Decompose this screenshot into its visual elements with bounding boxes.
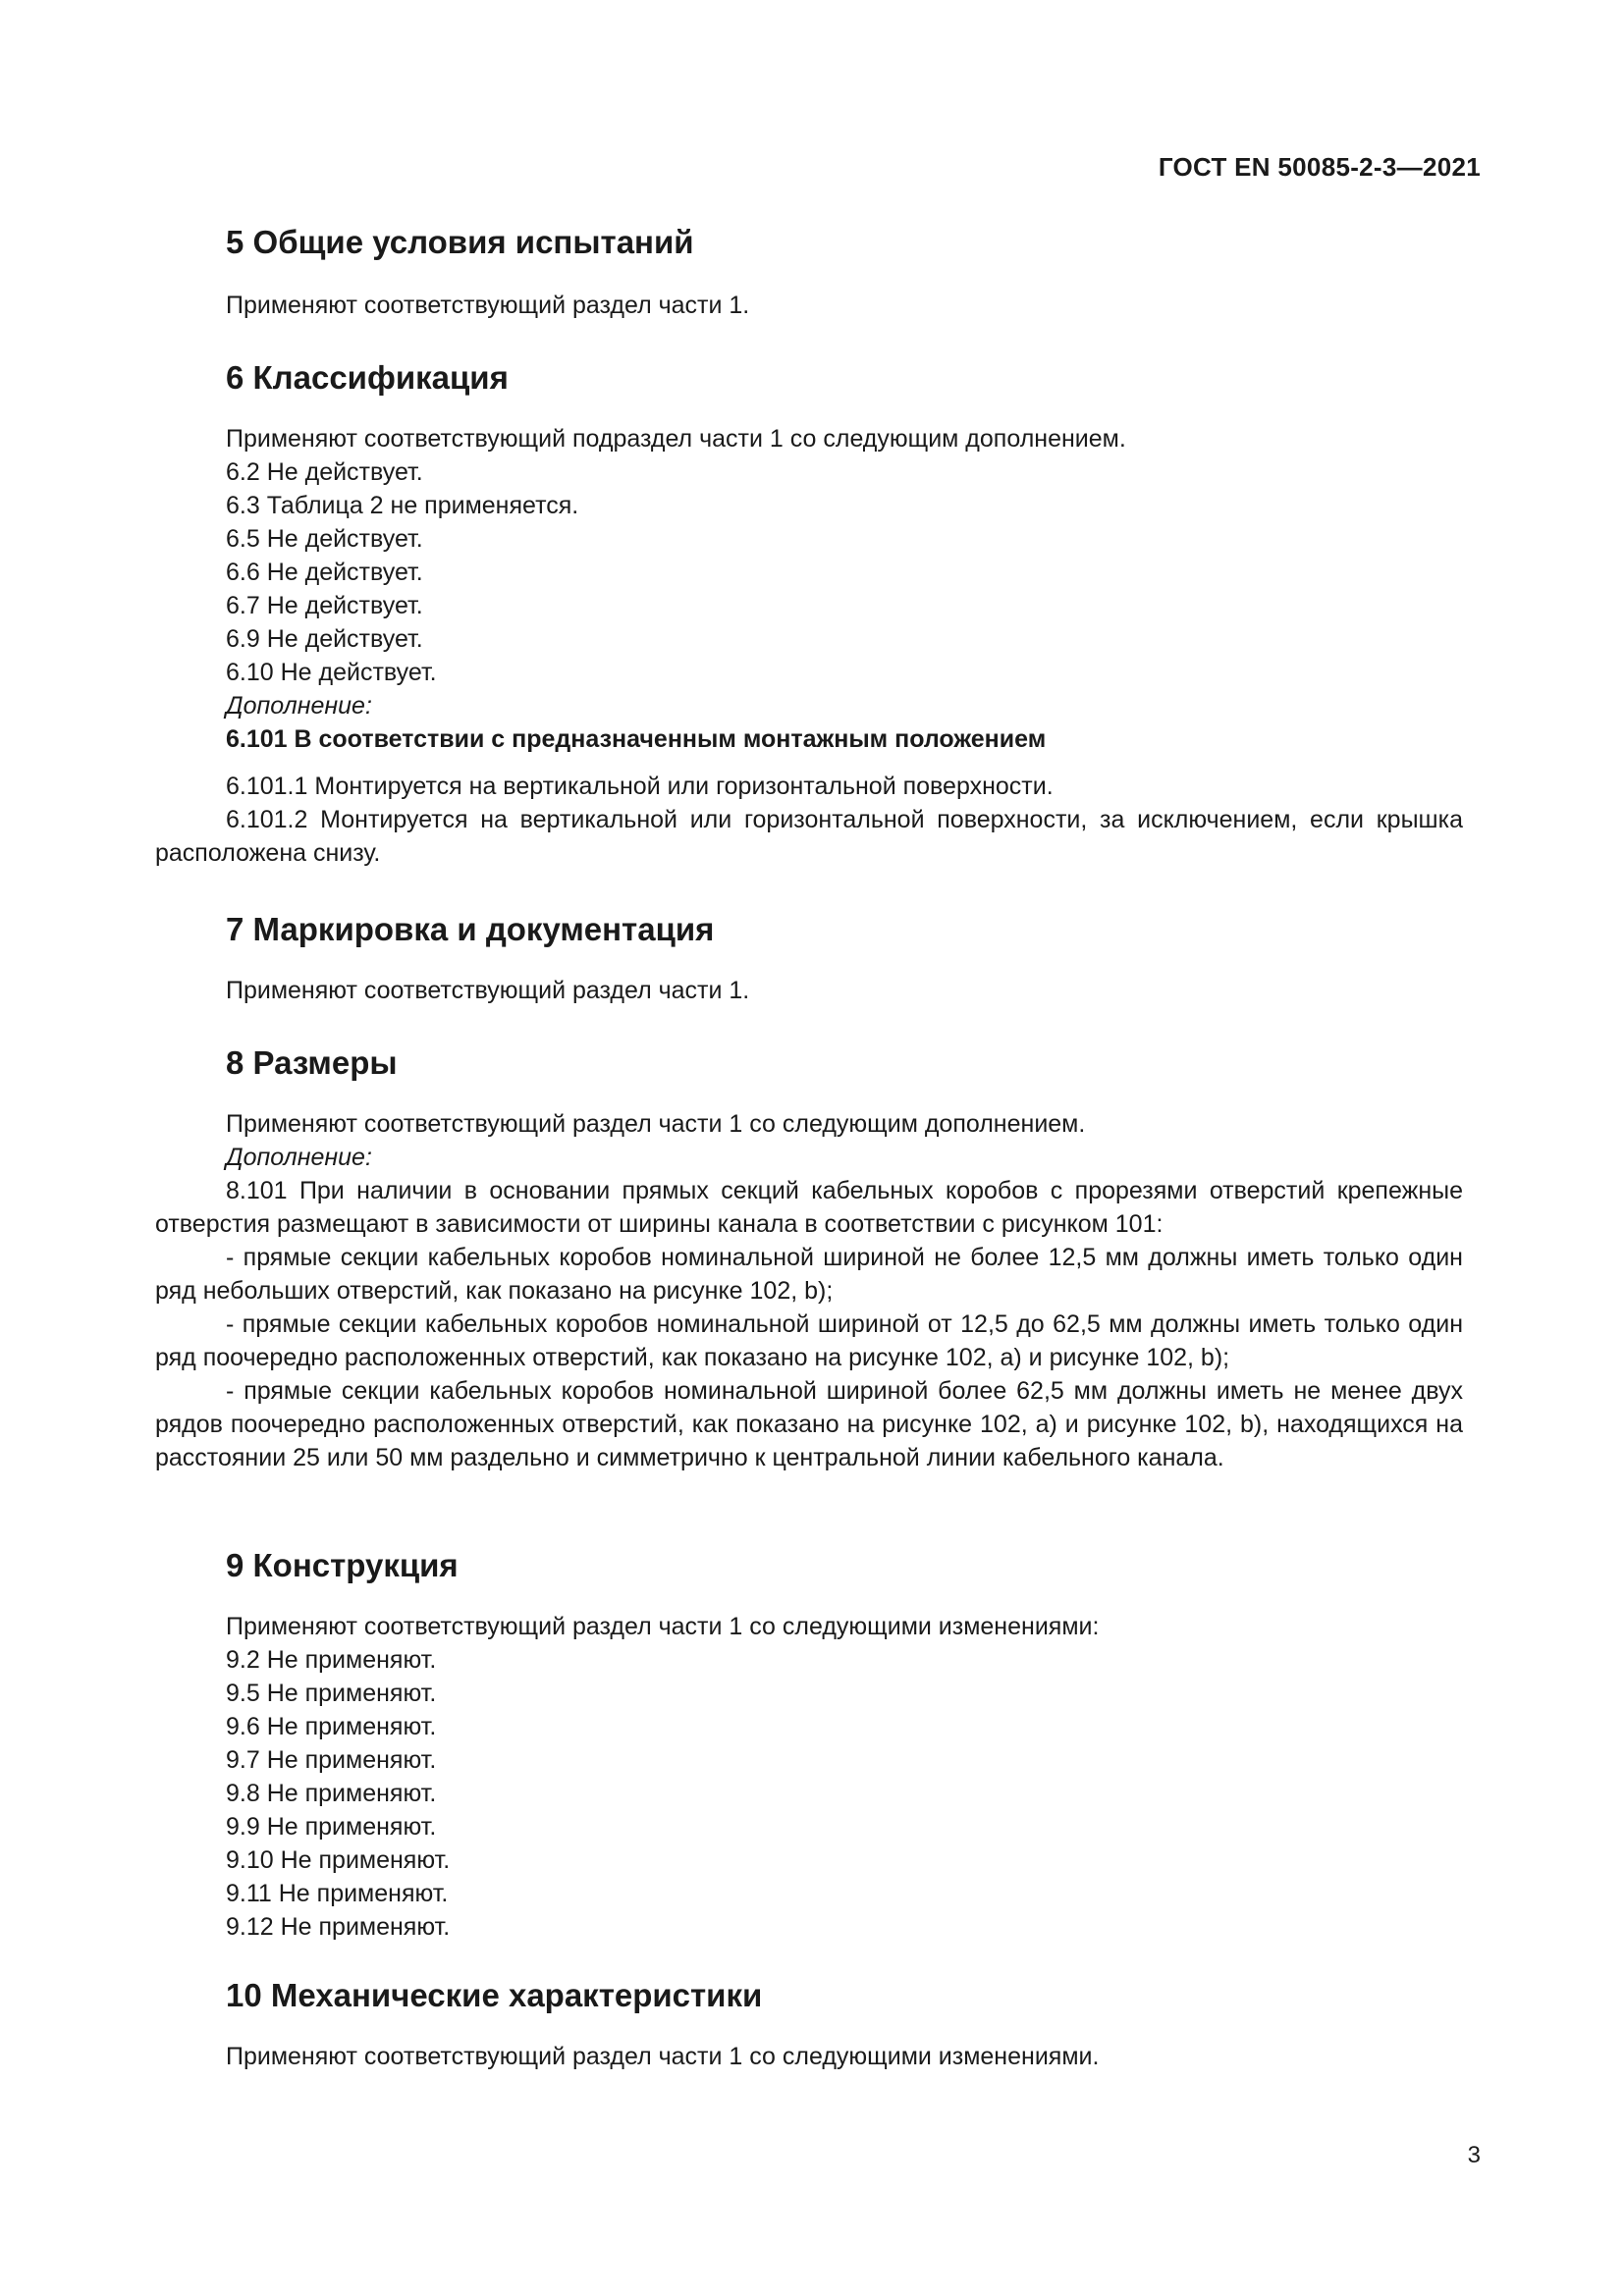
- page-number: 3: [1467, 2142, 1481, 2168]
- section-9-title: 9 Конструкция: [226, 1547, 459, 1583]
- bullet-2-text: - прямые секции кабельных коробов номинальной шириной от 12,5 до 62,5 мм должны иметь только один ряд поочередно расположенных отверстий, как показано на рисунке 102, а) и рисунке 102, b);: [155, 1310, 1463, 1371]
- section-7-title: 7 Маркировка и документация: [226, 911, 715, 947]
- document-header: ГОСТ EN 50085-2-3—2021: [1158, 152, 1481, 182]
- section-6-item: 6.6 Не действует.: [226, 559, 423, 586]
- section-6-item: 6.5 Не действует.: [226, 525, 423, 553]
- section-9-item: 9.6 Не применяют.: [226, 1713, 437, 1740]
- section-6-title: 6 Классификация: [226, 359, 509, 396]
- section-9-item: 9.12 Не применяют.: [226, 1913, 451, 1941]
- section-9-item: 9.5 Не применяют.: [226, 1680, 437, 1707]
- paragraph-8-101: [155, 1174, 1463, 1241]
- section-10-text: Применяют соответствующий раздел части 1 со следующими изменениями.: [226, 2043, 1100, 2070]
- section-9-item: 9.9 Не применяют.: [226, 1813, 437, 1841]
- section-9-item: 9.11 Не применяют.: [226, 1880, 449, 1907]
- section-6-item: 6.10 Не действует.: [226, 659, 437, 686]
- section-6-intro: Применяют соответствующий подраздел части 1 со следующим дополнением.: [226, 425, 1126, 453]
- section-6-item: 6.3 Таблица 2 не применяется.: [226, 492, 579, 519]
- paragraph-6-101-2: [155, 803, 1463, 870]
- section-9-item: 9.7 Не применяют.: [226, 1746, 437, 1774]
- paragraph-6-101-1: 6.101.1 Монтируется на вертикальной или горизонтальной поверхности.: [226, 773, 1054, 800]
- section-9-item: 9.8 Не применяют.: [226, 1780, 437, 1807]
- section-5-title: 5 Общие условия испытаний: [226, 224, 694, 260]
- section-6-addition-label: Дополнение:: [226, 692, 372, 720]
- section-9-item: 9.10 Не применяют.: [226, 1846, 451, 1874]
- bullet-2: [155, 1308, 1463, 1374]
- bullet-3: [155, 1374, 1463, 1474]
- section-5-text: Применяют соответствующий раздел части 1.: [226, 292, 750, 319]
- section-6-item: 6.7 Не действует.: [226, 592, 423, 619]
- section-8-title: 8 Размеры: [226, 1044, 398, 1081]
- bullet-3-text: - прямые секции кабельных коробов номинальной шириной более 62,5 мм должны иметь не менее двух рядов поочередно расположенных отверстий, как показано на рисунке 102, а) и рисунке 102, b), находящихся на расстоянии 25 или 50 мм раздельно и симметрично к центральной линии кабельного канала.: [155, 1377, 1463, 1471]
- section-9-intro: Применяют соответствующий раздел части 1 со следующими изменениями:: [226, 1613, 1100, 1640]
- section-8-intro: Применяют соответствующий раздел части 1 со следующим дополнением.: [226, 1110, 1086, 1138]
- section-7-text: Применяют соответствующий раздел части 1.: [226, 977, 750, 1004]
- paragraph-6-101-2-text: 6.101.2 Монтируется на вертикальной или горизонтальной поверхности, за исключением, если крышка расположена снизу.: [155, 806, 1463, 867]
- section-8-addition-label: Дополнение:: [226, 1144, 372, 1171]
- section-9-item: 9.2 Не применяют.: [226, 1646, 437, 1674]
- bullet-1: [155, 1241, 1463, 1308]
- section-6-item: 6.9 Не действует.: [226, 625, 423, 653]
- subsection-6-101-title: 6.101 В соответствии с предназначенным монтажным положением: [226, 725, 1047, 753]
- section-10-title: 10 Механические характеристики: [226, 1977, 763, 2013]
- section-6-item: 6.2 Не действует.: [226, 458, 423, 486]
- paragraph-8-101-text: 8.101 При наличии в основании прямых секций кабельных коробов с прорезями отверстий крепежные отверстия размещают в зависимости от ширины канала в соответствии с рисунком 101:: [155, 1177, 1463, 1238]
- bullet-1-text: - прямые секции кабельных коробов номинальной шириной не более 12,5 мм должны иметь только один ряд небольших отверстий, как показано на рисунке 102, b);: [155, 1244, 1463, 1305]
